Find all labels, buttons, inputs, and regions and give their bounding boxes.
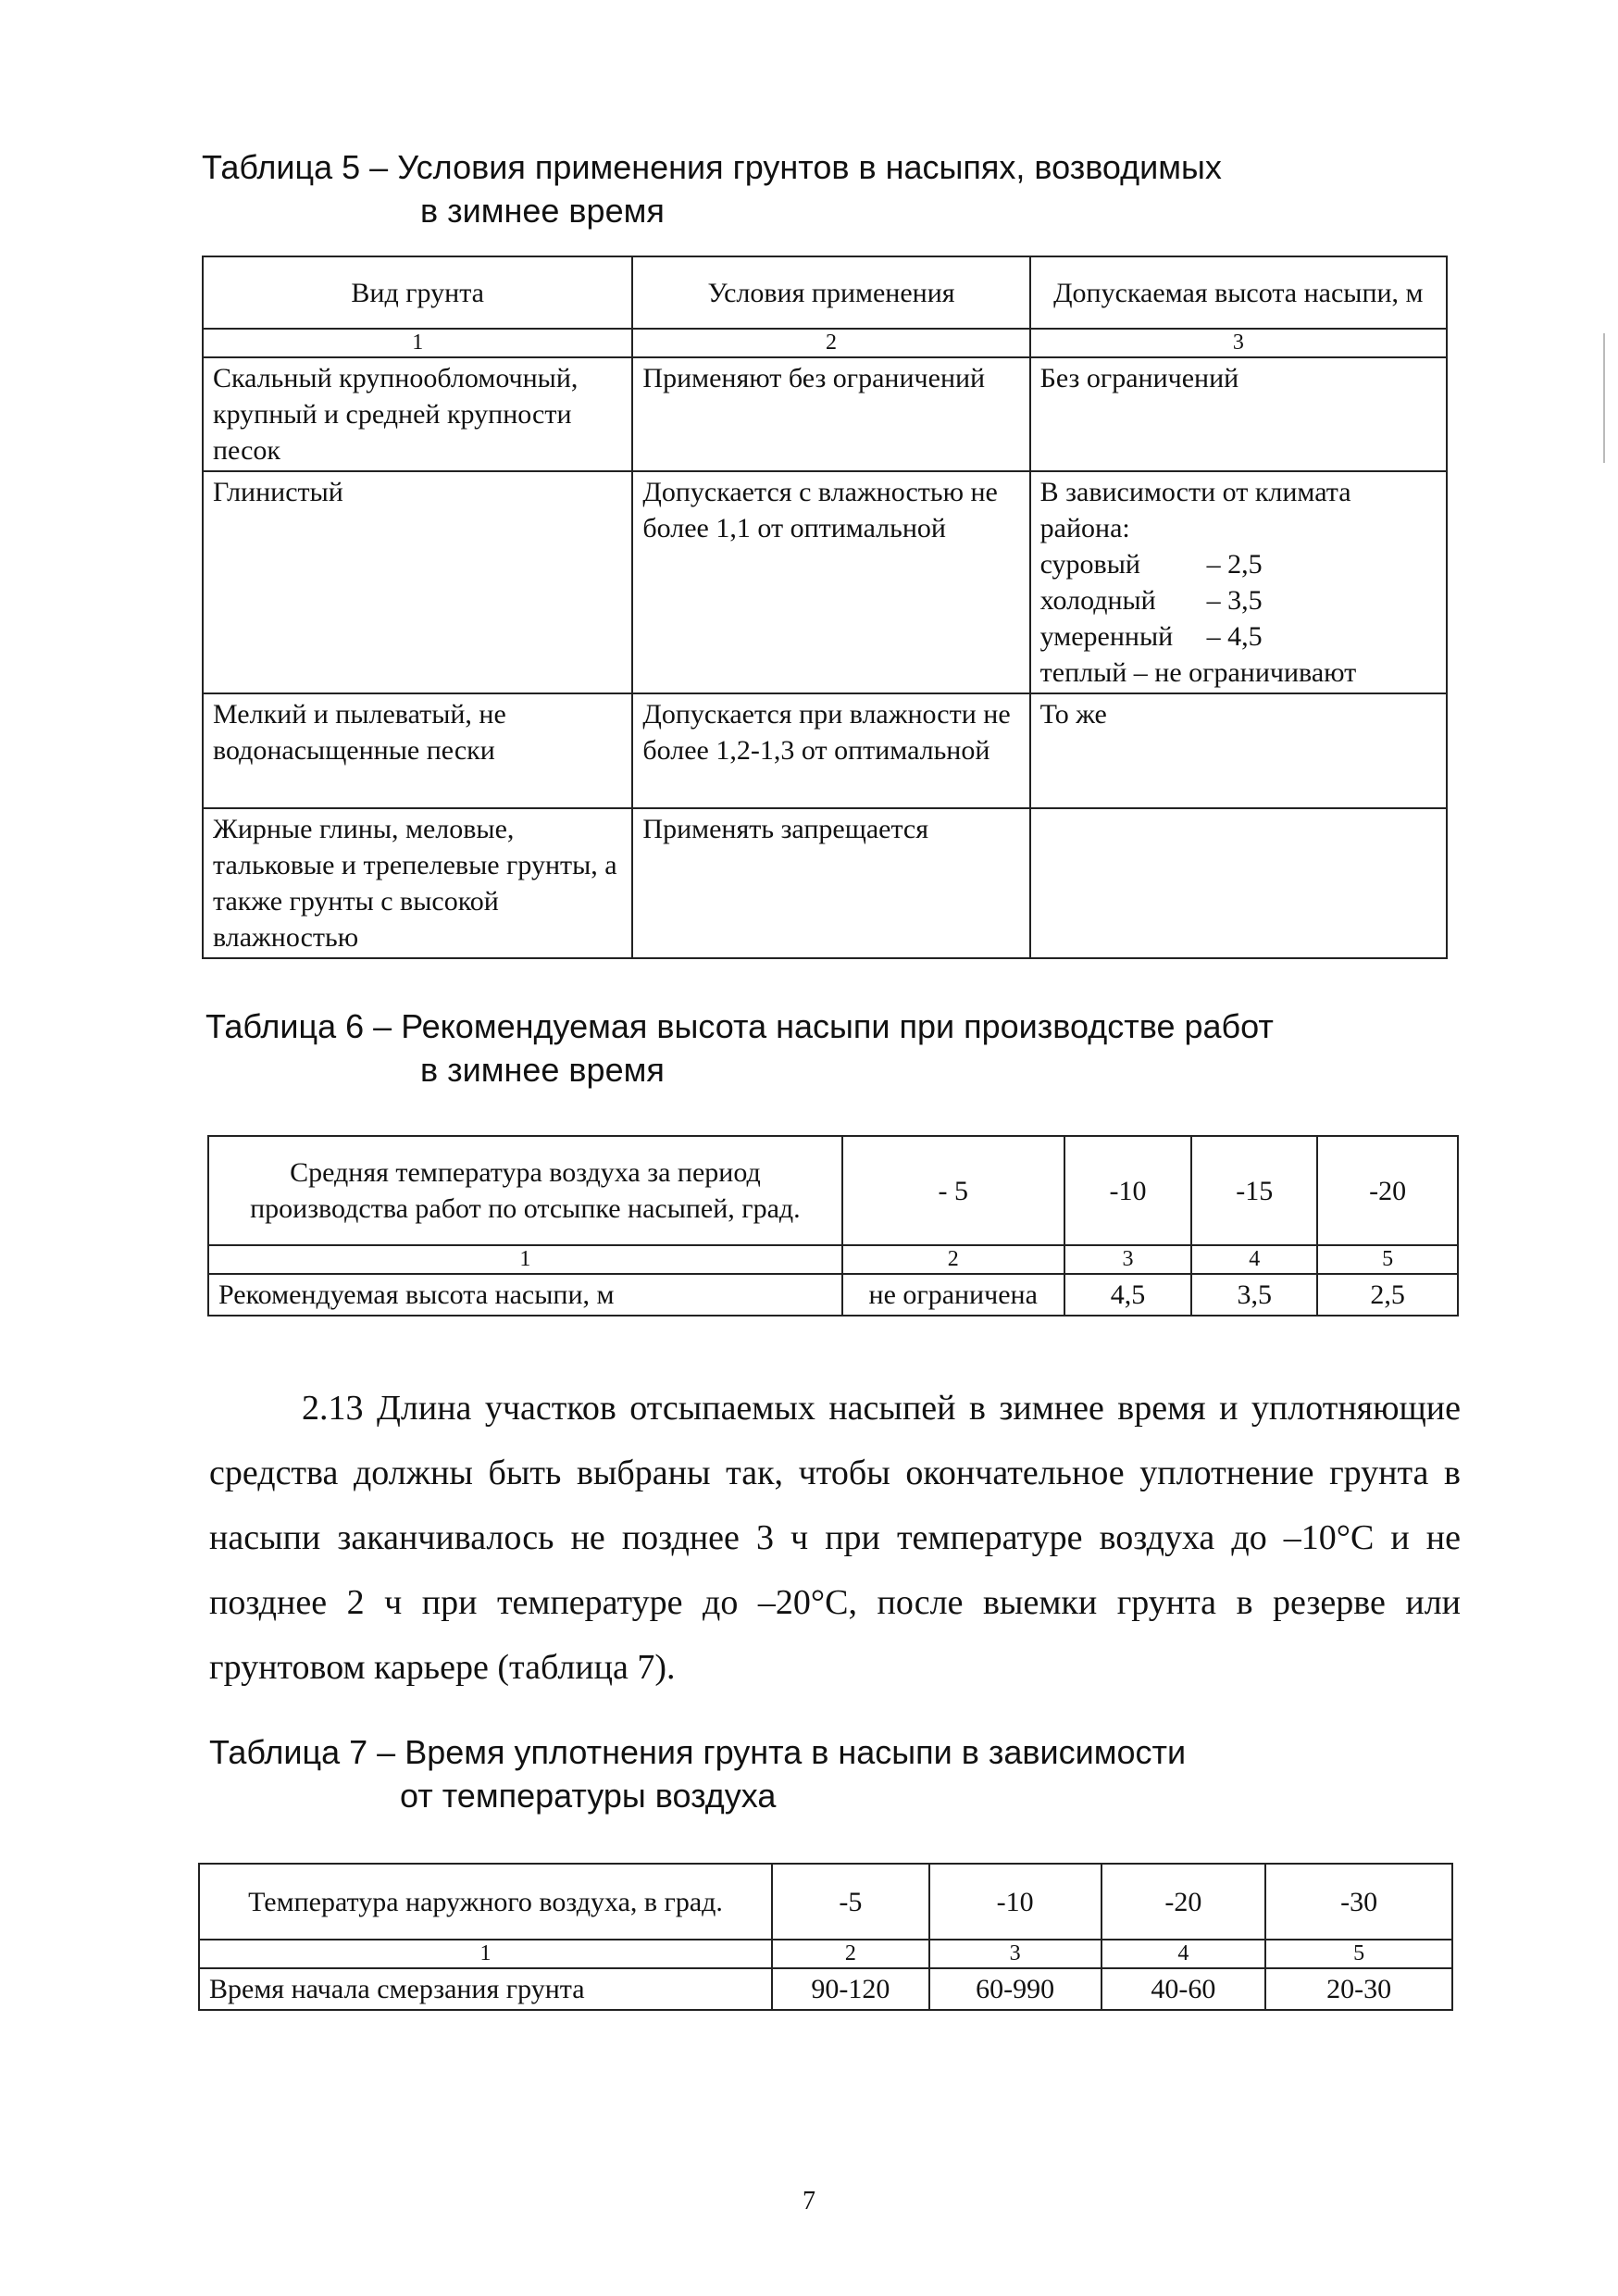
table-row [203, 471, 1447, 693]
table6-title-line2: в зимнее время [420, 1050, 665, 1089]
paragraph-text: 2.13 Длина участков отсыпаемых насыпей в зимнее время и уплотняющие средства должны быть выбраны так, чтобы окончательное уплотнение грунта в насыпи заканчивалось не позднее 3 ч при температуре воздуха до –10°С и не позднее 2 ч при температуре до –20°С, после выемки грунта в резерве или грунтовом карьере (таблица 7). [209, 1389, 1461, 1687]
table6-value: 2,5 [1317, 1274, 1458, 1316]
table5-colnum: 2 [632, 329, 1029, 357]
table5-height-cell: То же [1030, 693, 1447, 808]
climate-value: – 3,5 [1206, 584, 1263, 616]
climate-label: суровый [1039, 548, 1140, 580]
table5-colnum: 1 [203, 329, 632, 357]
table5-conditions-cell: Применять запрещается [632, 808, 1029, 958]
table5-soil-cell: Жирные глины, меловые, тальковые и трепелевые грунты, а также грунты с высокой влажностью [203, 808, 632, 958]
table5-header-height: Допускаемая высота насыпи, м [1030, 256, 1447, 329]
table7-temp: -20 [1101, 1864, 1266, 1940]
table7-header-label: Температура наружного воздуха, в град. [199, 1864, 772, 1940]
table6-colnum: 5 [1317, 1245, 1458, 1274]
climate-warm: теплый – не ограничивают [1039, 656, 1357, 688]
table7-temp: -10 [929, 1864, 1101, 1940]
table6-value: 3,5 [1191, 1274, 1317, 1316]
table7-value: 40-60 [1101, 1968, 1266, 2010]
climate-item [1040, 618, 1437, 655]
table-row [203, 693, 1447, 808]
table5-header-row [203, 256, 1447, 329]
table7-colnum: 4 [1101, 1940, 1266, 1968]
table6-caption [205, 1005, 1274, 1092]
table7-row-label: Время начала смерзания грунта [199, 1968, 772, 2010]
table6-temp: -10 [1064, 1136, 1192, 1245]
table5-colnum: 3 [1030, 329, 1447, 357]
table5-colnum-row [203, 329, 1447, 357]
scan-edge-mark [1603, 333, 1605, 463]
table6-header-row [208, 1136, 1458, 1245]
table6-colnum: 4 [1191, 1245, 1317, 1274]
climate-value: – 2,5 [1206, 548, 1263, 580]
table7-value: 90-120 [772, 1968, 929, 2010]
table-row [203, 808, 1447, 958]
table6-row-label: Рекомендуемая высота насыпи, м [208, 1274, 842, 1316]
table7-value: 20-30 [1265, 1968, 1452, 2010]
climate-value: – 4,5 [1206, 620, 1263, 652]
climate-label: холодный [1039, 584, 1156, 616]
table7-value: 60-990 [929, 1968, 1101, 2010]
table5-height-cell [1030, 471, 1447, 693]
table5-soil-cell: Мелкий и пылеватый, не водонасыщенные пески [203, 693, 632, 808]
table7-temp: -30 [1265, 1864, 1452, 1940]
table7-title-line1: Таблица 7 – Время уплотнения грунта в насыпи в зависимости [209, 1733, 1187, 1771]
table7-colnum: 2 [772, 1940, 929, 1968]
table-row [203, 357, 1447, 471]
climate-label: умеренный [1039, 620, 1174, 652]
table6-colnum: 1 [208, 1245, 842, 1274]
table7 [198, 1863, 1453, 2011]
table5-soil-cell: Глинистый [203, 471, 632, 693]
table6-temp: -20 [1317, 1136, 1458, 1245]
table5-title-line2: в зимнее время [420, 191, 665, 230]
table6-temp: - 5 [842, 1136, 1064, 1245]
table5-conditions-cell: Допускается с влажностью не более 1,1 от оптимальной [632, 471, 1029, 693]
table6-colnum: 2 [842, 1245, 1064, 1274]
table6-title-line1: Таблица 6 – Рекомендуемая высота насыпи при производстве работ [205, 1007, 1274, 1045]
table-row [208, 1274, 1458, 1316]
table6-colnum-row [208, 1245, 1458, 1274]
table5 [202, 256, 1448, 959]
climate-list [1040, 474, 1437, 691]
table5-header-conditions: Условия применения [632, 256, 1029, 329]
table7-colnum-row [199, 1940, 1452, 1968]
table6-header-label: Средняя температура воздуха за период производства работ по отсыпке насыпей, град. [208, 1136, 842, 1245]
paragraph-2-13 [209, 1376, 1461, 1700]
table5-title-line1: Таблица 5 – Условия применения грунтов в насыпях, возводимых [202, 148, 1222, 186]
climate-intro: В зависимости от климата района: [1039, 476, 1351, 543]
climate-item [1040, 582, 1437, 618]
page-number: 7 [803, 2187, 815, 2215]
table7-header-row [199, 1864, 1452, 1940]
table5-header-soil: Вид грунта [203, 256, 632, 329]
table6-value: 4,5 [1064, 1274, 1192, 1316]
table5-conditions-cell: Применяют без ограничений [632, 357, 1029, 471]
table5-conditions-cell: Допускается при влажности не более 1,2-1,3 от оптимальной [632, 693, 1029, 808]
table6 [207, 1135, 1459, 1316]
table6-temp: -15 [1191, 1136, 1317, 1245]
table7-title-line2: от температуры воздуха [400, 1776, 777, 1815]
table7-colnum: 5 [1265, 1940, 1452, 1968]
climate-item [1040, 546, 1437, 582]
table6-colnum: 3 [1064, 1245, 1192, 1274]
table7-temp: -5 [772, 1864, 929, 1940]
table7-colnum: 3 [929, 1940, 1101, 1968]
table6-value: не ограничена [842, 1274, 1064, 1316]
table-row [199, 1968, 1452, 2010]
table5-soil-cell: Скальный крупнообломочный, крупный и средней крупности песок [203, 357, 632, 471]
table7-caption [209, 1731, 1186, 1818]
table5-height-cell [1030, 808, 1447, 958]
table5-height-cell: Без ограничений [1030, 357, 1447, 471]
table5-caption [202, 146, 1222, 233]
table7-colnum: 1 [199, 1940, 772, 1968]
